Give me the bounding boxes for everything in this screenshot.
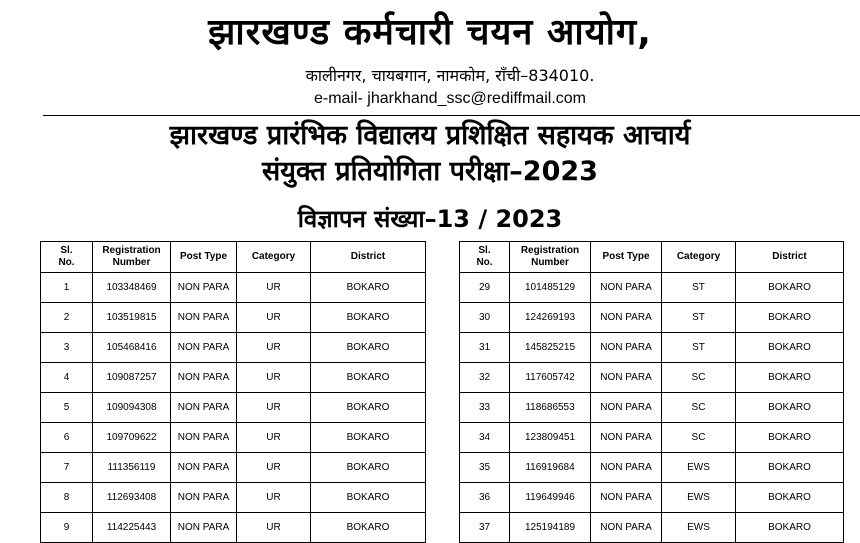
column-header-sl-no: Sl. No. <box>460 242 510 273</box>
table-header-row <box>41 242 426 273</box>
results-table-left <box>40 241 426 543</box>
cell-post-type: NON PARA <box>591 453 662 483</box>
cell-registration-number: 124269193 <box>510 303 591 333</box>
cell-post-type: NON PARA <box>591 303 662 333</box>
table-row <box>41 393 426 423</box>
organization-title: झारखण्ड कर्मचारी चयन आयोग, <box>208 12 652 53</box>
cell-post-type: NON PARA <box>591 483 662 513</box>
cell-district: BOKARO <box>311 483 426 513</box>
cell-category: UR <box>237 423 311 453</box>
cell-sl-no: 37 <box>460 513 510 543</box>
cell-district: BOKARO <box>311 303 426 333</box>
cell-district: BOKARO <box>311 453 426 483</box>
cell-registration-number: 112693408 <box>93 483 171 513</box>
cell-category: UR <box>237 273 311 303</box>
cell-sl-no: 5 <box>41 393 93 423</box>
exam-title-line-2: संयुक्त प्रतियोगिता परीक्षा–2023 <box>262 156 598 187</box>
cell-post-type: NON PARA <box>591 273 662 303</box>
table-row <box>460 363 844 393</box>
table-row <box>460 423 844 453</box>
table-row <box>41 303 426 333</box>
cell-sl-no: 7 <box>41 453 93 483</box>
column-header-registration-number: Registration Number <box>93 242 171 273</box>
cell-district: BOKARO <box>736 273 844 303</box>
table-row <box>41 483 426 513</box>
column-header-district: District <box>311 242 426 273</box>
column-header-post-type: Post Type <box>171 242 237 273</box>
column-header-sl-no: Sl. No. <box>41 242 93 273</box>
column-header-registration-number: Registration Number <box>510 242 591 273</box>
table-row <box>460 393 844 423</box>
cell-district: BOKARO <box>311 333 426 363</box>
cell-category: SC <box>662 393 736 423</box>
table-row <box>460 333 844 363</box>
cell-registration-number: 109094308 <box>93 393 171 423</box>
table-row <box>460 513 844 543</box>
cell-registration-number: 123809451 <box>510 423 591 453</box>
cell-district: BOKARO <box>736 333 844 363</box>
table-row <box>41 333 426 363</box>
advertisement-number: विज्ञापन संख्या–13 / 2023 <box>297 205 563 233</box>
cell-category: ST <box>662 303 736 333</box>
cell-district: BOKARO <box>311 423 426 453</box>
cell-sl-no: 29 <box>460 273 510 303</box>
column-header-category: Category <box>237 242 311 273</box>
cell-post-type: NON PARA <box>171 423 237 453</box>
cell-sl-no: 6 <box>41 423 93 453</box>
column-header-category: Category <box>662 242 736 273</box>
cell-registration-number: 101485129 <box>510 273 591 303</box>
cell-category: EWS <box>662 453 736 483</box>
column-header-district: District <box>736 242 844 273</box>
cell-sl-no: 1 <box>41 273 93 303</box>
cell-registration-number: 145825215 <box>510 333 591 363</box>
cell-post-type: NON PARA <box>171 303 237 333</box>
cell-registration-number: 118686553 <box>510 393 591 423</box>
cell-registration-number: 119649946 <box>510 483 591 513</box>
cell-category: UR <box>237 333 311 363</box>
exam-title <box>0 118 860 190</box>
cell-registration-number: 114225443 <box>93 513 171 543</box>
organization-email: e-mail- jharkhand_ssc@rediffmail.com <box>313 90 587 107</box>
cell-registration-number: 109087257 <box>93 363 171 393</box>
cell-district: BOKARO <box>736 513 844 543</box>
table-row <box>41 363 426 393</box>
cell-registration-number: 117605742 <box>510 363 591 393</box>
cell-category: UR <box>237 483 311 513</box>
cell-registration-number: 103348469 <box>93 273 171 303</box>
cell-category: EWS <box>662 513 736 543</box>
cell-sl-no: 32 <box>460 363 510 393</box>
cell-category: UR <box>237 303 311 333</box>
cell-sl-no: 34 <box>460 423 510 453</box>
cell-post-type: NON PARA <box>591 423 662 453</box>
cell-category: SC <box>662 363 736 393</box>
table-row <box>460 483 844 513</box>
cell-district: BOKARO <box>311 273 426 303</box>
cell-sl-no: 9 <box>41 513 93 543</box>
cell-category: UR <box>237 453 311 483</box>
cell-sl-no: 3 <box>41 333 93 363</box>
cell-post-type: NON PARA <box>171 453 237 483</box>
cell-category: ST <box>662 333 736 363</box>
cell-post-type: NON PARA <box>591 363 662 393</box>
cell-sl-no: 35 <box>460 453 510 483</box>
cell-post-type: NON PARA <box>171 393 237 423</box>
table-row <box>41 453 426 483</box>
cell-category: UR <box>237 363 311 393</box>
cell-registration-number: 125194189 <box>510 513 591 543</box>
table-row <box>41 513 426 543</box>
cell-district: BOKARO <box>311 363 426 393</box>
cell-category: SC <box>662 423 736 453</box>
cell-category: UR <box>237 393 311 423</box>
cell-sl-no: 8 <box>41 483 93 513</box>
table-row <box>41 423 426 453</box>
cell-category: ST <box>662 273 736 303</box>
table-row <box>460 453 844 483</box>
cell-registration-number: 111356119 <box>93 453 171 483</box>
cell-sl-no: 4 <box>41 363 93 393</box>
cell-sl-no: 33 <box>460 393 510 423</box>
cell-district: BOKARO <box>311 393 426 423</box>
cell-category: UR <box>237 513 311 543</box>
header-divider <box>43 115 860 116</box>
cell-post-type: NON PARA <box>591 393 662 423</box>
cell-sl-no: 30 <box>460 303 510 333</box>
cell-registration-number: 105468416 <box>93 333 171 363</box>
cell-sl-no: 31 <box>460 333 510 363</box>
cell-post-type: NON PARA <box>171 513 237 543</box>
cell-sl-no: 2 <box>41 303 93 333</box>
cell-category: EWS <box>662 483 736 513</box>
column-header-post-type: Post Type <box>591 242 662 273</box>
table-header-row <box>460 242 844 273</box>
organization-address: कालीनगर, चायबगान, नामकोम, राँची–834010. <box>305 66 595 85</box>
cell-sl-no: 36 <box>460 483 510 513</box>
table-row <box>41 273 426 303</box>
results-table-right <box>459 241 844 543</box>
exam-title-line-1: झारखण्ड प्रारंभिक विद्यालय प्रशिक्षित सहायक आचार्य <box>169 120 691 151</box>
cell-district: BOKARO <box>311 513 426 543</box>
cell-district: BOKARO <box>736 423 844 453</box>
table-row <box>460 273 844 303</box>
cell-district: BOKARO <box>736 393 844 423</box>
cell-registration-number: 116919684 <box>510 453 591 483</box>
cell-registration-number: 103519815 <box>93 303 171 333</box>
cell-district: BOKARO <box>736 483 844 513</box>
table-row <box>460 303 844 333</box>
cell-district: BOKARO <box>736 303 844 333</box>
cell-post-type: NON PARA <box>171 333 237 363</box>
cell-post-type: NON PARA <box>591 333 662 363</box>
cell-district: BOKARO <box>736 453 844 483</box>
cell-post-type: NON PARA <box>591 513 662 543</box>
cell-post-type: NON PARA <box>171 363 237 393</box>
cell-post-type: NON PARA <box>171 483 237 513</box>
cell-post-type: NON PARA <box>171 273 237 303</box>
cell-district: BOKARO <box>736 363 844 393</box>
cell-registration-number: 109709622 <box>93 423 171 453</box>
